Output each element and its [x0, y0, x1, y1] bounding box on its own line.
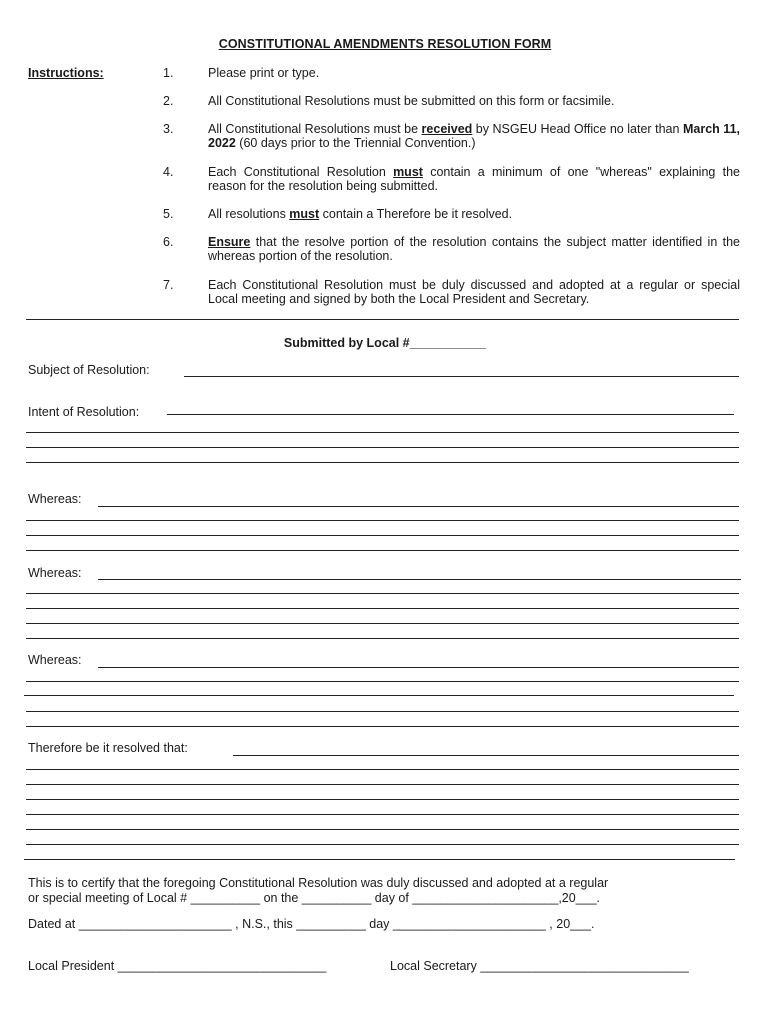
instruction-number: 6. [163, 235, 174, 249]
instruction-text: Ensure that the resolve portion of the resolution contains the subject matter identified in the whereas portion of the resolution. [208, 235, 740, 263]
therefore-field[interactable] [233, 755, 739, 756]
instruction-text: All Constitutional Resolutions must be submitted on this form or facsimile. [208, 94, 615, 108]
whereas-label: Whereas: [28, 653, 82, 667]
instruction-text: Each Constitutional Resolution must be duly discussed and adopted at a regular or special Local meeting and signed by both the Local President and Secretary. [208, 278, 740, 306]
intent-field[interactable] [167, 414, 734, 415]
subject-label: Subject of Resolution: [28, 363, 150, 377]
certification-line: This is to certify that the foregoing Constitutional Resolution was duly discussed and adopted at a regular [28, 876, 609, 890]
local-president-signature[interactable]: Local President ______________________________ [28, 959, 327, 973]
instruction-text: Each Constitutional Resolution must contain a minimum of one "whereas" explaining the reason for the resolution being submitted. [208, 165, 740, 193]
therefore-line[interactable] [26, 799, 739, 800]
whereas-line[interactable] [26, 711, 739, 712]
whereas-field[interactable] [98, 506, 739, 507]
therefore-line[interactable] [24, 859, 735, 860]
whereas-line[interactable] [26, 638, 739, 639]
dated-line[interactable]: Dated at ______________________ , N.S., this __________ day ______________________ , 20___. [28, 917, 595, 931]
intent-label: Intent of Resolution: [28, 405, 140, 419]
local-secretary-signature[interactable]: Local Secretary ______________________________ [390, 959, 689, 973]
submitted-by-local[interactable]: Submitted by Local #___________ [283, 336, 487, 350]
intent-line[interactable] [26, 447, 739, 448]
emphasis-must: must [289, 207, 320, 221]
instruction-number: 4. [163, 165, 174, 179]
certification-line[interactable]: or special meeting of Local # __________ on the __________ day of _____________________,20___. [28, 891, 601, 905]
emphasis-must: must [393, 165, 423, 179]
whereas-line[interactable] [26, 550, 739, 551]
whereas-label: Whereas: [28, 566, 82, 580]
therefore-line[interactable] [26, 814, 739, 815]
whereas-field[interactable] [98, 579, 741, 580]
whereas-line[interactable] [26, 608, 739, 609]
instruction-number: 7. [163, 278, 174, 292]
instructions-label: Instructions: [28, 66, 104, 80]
whereas-line[interactable] [26, 593, 739, 594]
therefore-line[interactable] [26, 829, 739, 830]
section-divider [26, 319, 739, 320]
subject-field[interactable] [184, 376, 739, 377]
whereas-line[interactable] [26, 535, 739, 536]
intent-line[interactable] [26, 462, 739, 463]
deadline-date: March 11, 2022 [208, 122, 740, 150]
instruction-number: 3. [163, 122, 174, 136]
instruction-text: All Constitutional Resolutions must be received by NSGEU Head Office no later than March 11, 2022 (60 days prior to the Triennial Convention.) [208, 122, 740, 150]
whereas-field[interactable] [98, 667, 739, 668]
instruction-text: All resolutions must contain a Therefore be it resolved. [208, 207, 513, 221]
form-title: CONSTITUTIONAL AMENDMENTS RESOLUTION FORM [218, 37, 552, 51]
therefore-line[interactable] [26, 784, 739, 785]
instruction-text: Please print or type. [208, 66, 320, 80]
instruction-number: 2. [163, 94, 174, 108]
whereas-line[interactable] [26, 520, 739, 521]
instruction-number: 1. [163, 66, 174, 80]
whereas-line[interactable] [26, 681, 739, 682]
therefore-label: Therefore be it resolved that: [28, 741, 188, 755]
therefore-line[interactable] [26, 844, 739, 845]
instruction-number: 5. [163, 207, 174, 221]
therefore-line[interactable] [26, 769, 739, 770]
whereas-line[interactable] [24, 695, 734, 696]
intent-line[interactable] [26, 432, 739, 433]
emphasis-ensure: Ensure [208, 235, 251, 249]
whereas-label: Whereas: [28, 492, 82, 506]
certification-text[interactable] [28, 876, 740, 906]
emphasis-received: received [421, 122, 473, 136]
whereas-line[interactable] [26, 623, 739, 624]
whereas-line[interactable] [26, 726, 739, 727]
